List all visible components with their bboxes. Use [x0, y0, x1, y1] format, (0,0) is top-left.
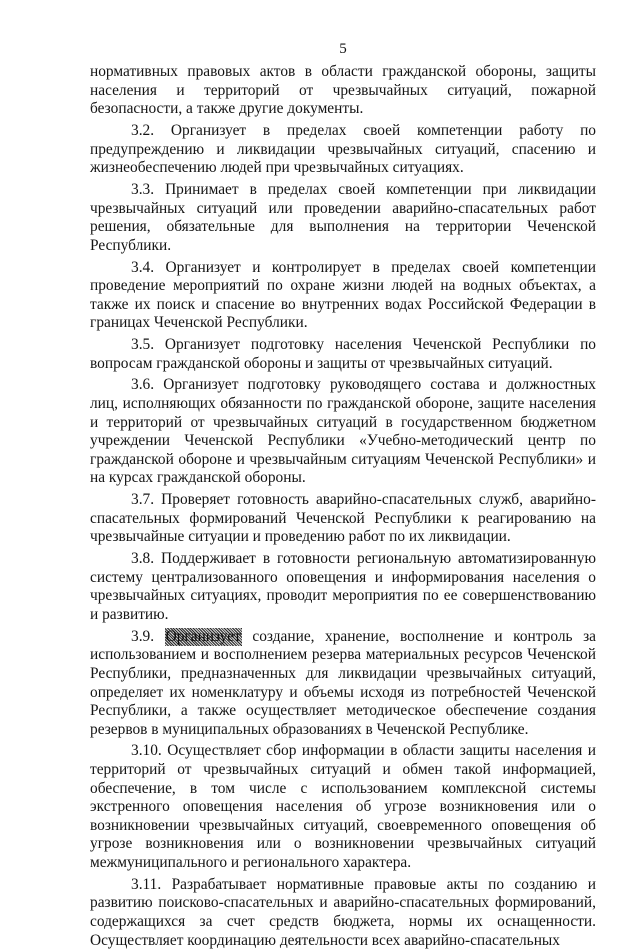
paragraph-3-11: [90, 876, 596, 950]
paragraph-text: 3.11. Разрабатывает нормативные правовые акты по созданию и развитию поисково-спасательных и аварийно-спасательных формирований, содержащихся за счет средств бюджета, нормы их оснащенности. Осуществляет координацию деятельности всех аварийно-спасательных: [90, 875, 596, 949]
paragraph-3-4: [90, 259, 596, 333]
paragraph-text: 3.5. Организует подготовку населения Чеченской Республики по вопросам гражданской обороны и защиты от чрезвычайных ситуаций.: [90, 336, 596, 372]
paragraph-text: 3.4. Организует и контролирует в пределах своей компетенции проведение мероприятий по охране жизни людей на водных объектах, а также их поиск и спасение во внутренних водах Российской Федерации в границах Чеченской Республики.: [90, 258, 596, 332]
paragraph-text: создание, хранение, восполнение и контроль за использованием и восполнением резерва материальных ресурсов Чеченской Республики, предназначенных для ликвидации чрезвычайных ситуаций, определяет их номенклатуру и объемы исходя из потребностей Чеченской Республики, а также осуществляет методическое обеспечение создания резервов в муниципальных образованиях в Чеченской Республике.: [90, 627, 596, 738]
paragraph-prefix: 3.9.: [131, 627, 165, 645]
paragraph-text: 3.8. Поддерживает в готовности региональную автоматизированную систему централизованного оповещения и информирования населения о чрезвычайных ситуациях, проводит мероприятия по ее совершенствованию и развитию.: [90, 550, 596, 623]
paragraph-text: 3.7. Проверяет готовность аварийно-спасательных служб, аварийно-спасательных формирований Чеченской Республики к реагированию на чрезвычайные ситуации и проведению работ по их ликвидации.: [90, 491, 596, 546]
paragraph-intro-continuation: [90, 63, 596, 119]
paragraph-3-8: [90, 550, 596, 624]
paragraph-3-10: [90, 742, 596, 872]
paragraph-3-3: [90, 181, 596, 255]
page-number: 5: [339, 41, 347, 57]
paragraph-text: 3.10. Осуществляет сбор информации в области защиты населения и территорий от чрезвычайных ситуаций и обмен такой информацией, обеспечение, в том числе с использованием комплексной системы экстренного оповещения населения об угрозе возникновения или о возникновении чрезвычайных ситуаций, своевременного оповещения об угрозе возникновения или о возникновении чрезвычайных ситуаций межмуниципального и регионального характера.: [90, 742, 596, 872]
paragraph-text: нормативных правовых актов в области гражданской обороны, защиты населения и территорий от чрезвычайных ситуаций, пожарной безопасности, а также другие документы.: [90, 63, 596, 118]
paragraph-text: 3.6. Организует подготовку руководящего состава и должностных лиц, исполняющих обязанности по гражданской обороне, защите населения и территорий от чрезвычайных ситуаций в государственном бюджетном учреждении Чеченской Республики «Учебно-методический центр по гражданской обороне и чрезвычайным ситуациям Чеченской Республики» и на курсах гражданской обороны.: [90, 376, 596, 487]
paragraph-text: 3.2. Организует в пределах своей компетенции работу по предупреждению и ликвидации чрезвычайных ситуаций, спасению и жизнеобеспечению людей при чрезвычайных ситуациях.: [90, 121, 596, 177]
digital-stamp-overlay: [165, 628, 242, 647]
paragraph-3-6: [90, 376, 596, 488]
paragraph-3-7: [90, 491, 596, 547]
paragraph-3-2: [90, 122, 596, 178]
paragraph-text: 3.3. Принимает в пределах своей компетенции при ликвидации чрезвычайных ситуаций или проведении аварийно-спасательных работ решения, обязательные для выполнения на территории Чеченской Республики.: [90, 180, 596, 254]
paragraph-3-5: [90, 336, 596, 373]
paragraph-3-9: [90, 628, 596, 740]
